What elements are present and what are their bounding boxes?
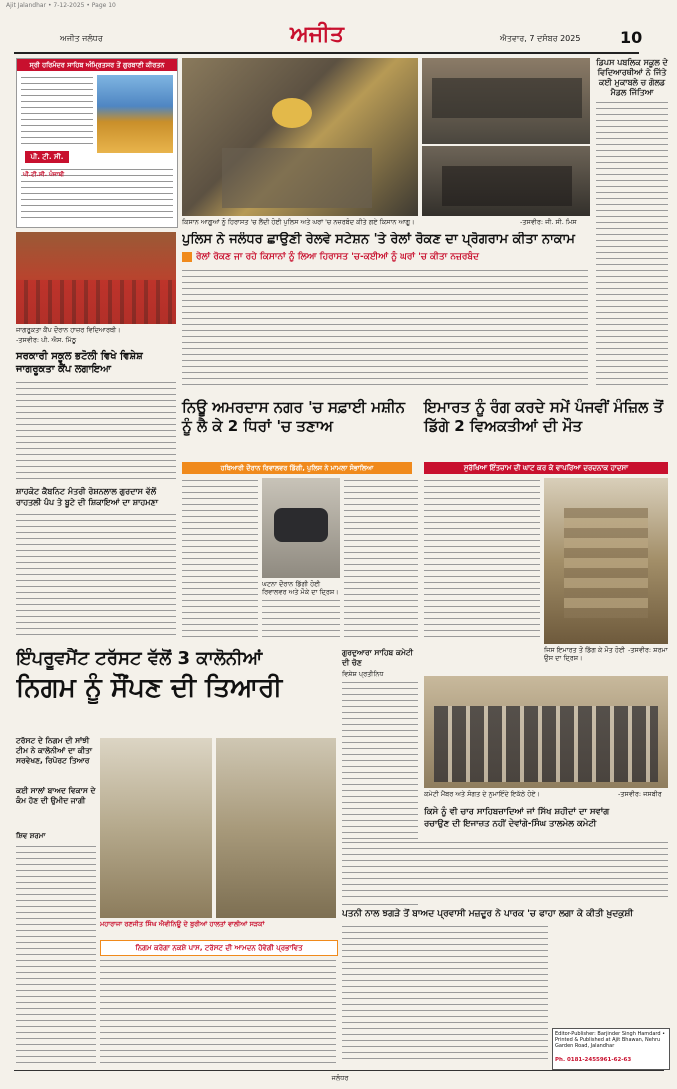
footer-text: ਜਲੰਧਰ <box>331 1074 349 1082</box>
students-credit: -ਤਸਵੀਰ: ਪੀ. ਐਸ. ਮਿੱਠੂ <box>16 336 77 344</box>
main-body <box>182 268 588 390</box>
ad-box <box>16 58 178 228</box>
left-story1-headline: ਸਰਕਾਰੀ ਸਕੂਲ ਭਟੋਲੀ ਵਿਖੇ ਵਿਸ਼ੇਸ਼ ਜਾਗਰੂਕਤਾ ਕੈਂਪ ਲਗਾਇਆ <box>16 351 143 375</box>
group-photo <box>424 676 668 788</box>
sikh-headline-2: ਰਚਾਉਣ ਦੀ ਇਜਾਜ਼ਤ ਨਹੀਂ ਦੇਵਾਂਗੇ-ਸਿੰਘ ਤਾਲਮੇਲ ਕਮੇਟੀ <box>424 819 597 829</box>
ad-title: ਸ੍ਰੀ ਹਰਿਮੰਦਰ ਸਾਹਿਬ ਅੰਮ੍ਰਿਤਸਰ ਤੋਂ ਗੁਰਬਾਣੀ ਕੀਰਤਨ <box>17 59 177 71</box>
center-story2-kicker: ਸੁਰੱਖਿਆ ਇੰਤਜ਼ਾਮ ਦੀ ਘਾਟ ਕਰ ਕੇ ਵਾਪਰਿਆ ਦਰਦਨਾਕ ਹਾਦਸਾ <box>424 462 668 474</box>
group-caption: ਕਮੇਟੀ ਮੈਂਬਰ ਅਤੇ ਸੰਗਤ ਦੇ ਨੁਮਾਇੰਦੇ ਇਕੱਠੇ ਹੋਏ। <box>424 790 540 798</box>
center-story2-body <box>424 478 540 638</box>
header-left: ਅਜੀਤ ਜਲੰਧਰ <box>60 34 103 43</box>
center-story1-headline: ਨਿਊ ਅਮਰਦਾਸ ਨਗਰ 'ਚ ਸਫ਼ਾਈ ਮਸ਼ੀਨ ਨੂੰ ਲੈ ਕੇ 2 ਧਿਰਾਂ 'ਚ ਤਣਾਅ <box>182 398 406 435</box>
left-story2-body <box>16 512 176 638</box>
center-story1-col3 <box>344 478 418 638</box>
building-photo <box>544 478 668 644</box>
students-caption: ਜਾਗਰੂਕਤਾ ਕੈਂਪ ਦੌਰਾਨ ਹਾਜ਼ਰ ਵਿਦਿਆਰਥੀ। <box>16 326 121 334</box>
main-subtitle: ਰੇਲਾਂ ਰੋਕਣ ਜਾ ਰਹੇ ਕਿਸਾਨਾਂ ਨੂੰ ਲਿਆ ਹਿਰਾਸਤ 'ਚ-ਕਈਆਂ ਨੂੰ ਘਰਾਂ 'ਚ ਕੀਤਾ ਨਜ਼ਰਬੰਦ <box>196 252 479 262</box>
road-photo-2 <box>216 738 336 918</box>
imprint-box <box>552 1028 670 1070</box>
farmers-detained-photo <box>182 58 418 216</box>
masthead: ਅਜੀਤ <box>290 22 344 47</box>
gurdwara-sub: ਵਿਸ਼ੇਸ਼ ਪ੍ਰਤੀਨਿਧ <box>342 670 384 678</box>
road-photo-caption: ਮਹਾਰਾਜਾ ਰਣਜੀਤ ਸਿੰਘ ਐਵੀਨਿਊ ਦੇ ਬੁਰੀਆਂ ਹਾਲਤਾਂ ਵਾਲੀਆਂ ਸੜਕਾਂ <box>100 920 265 928</box>
revolver-photo <box>262 478 340 578</box>
center-story1-col2b <box>262 598 340 638</box>
trust-bullet-1: ਟਰੱਸਟ ਦੇ ਨਿਗਮ ਦੀ ਸਾਂਝੀ ਟੀਮ ਨੇ ਕਾਲੋਨੀਆਂ ਦਾ ਕੀਤਾ ਸਰਵੇਖਣ, ਰਿਪੋਰਟ ਤਿਆਰ <box>16 736 93 765</box>
golden-temple-image <box>97 75 173 153</box>
top-photo-credit: -ਤਸਵੀਰ: ਜੀ. ਸੀ. ਮਿਸ <box>520 218 577 226</box>
imprint-phone: Ph. 0181-2455961-62-63 <box>555 1057 632 1063</box>
trust-headline-1: ਇੰਪਰੂਵਮੈਂਟ ਟਰੱਸਟ ਵੱਲੋਂ 3 ਕਾਲੋਨੀਆਂ <box>16 648 263 669</box>
header-rule <box>14 52 639 54</box>
center-story1-col1 <box>182 478 258 638</box>
trust-headline-2: ਨਿਗਮ ਨੂੰ ਸੌਂਪਣ ਦੀ ਤਿਆਰੀ <box>16 673 283 703</box>
police-meeting-photo <box>422 58 590 144</box>
sikh-headline-1: ਕਿਸੇ ਨੂੰ ਵੀ ਚਾਰ ਸਾਹਿਬਜ਼ਾਦਿਆਂ ਜਾਂ ਸਿੱਖ ਸ਼ਹੀਦਾਂ ਦਾ ਸਵਾਂਗ <box>424 807 610 817</box>
group-credit: -ਤਸਵੀਰ: ਜਸਬੀਰ <box>618 790 662 798</box>
subtitle-marker <box>182 252 192 262</box>
center-story2-headline: ਇਮਾਰਤ ਨੂੰ ਰੰਗ ਕਰਦੇ ਸਮੇਂ ਪੰਜਵੀਂ ਮੰਜ਼ਿਲ ਤੋਂ ਡਿੱਗੇ 2 ਵਿਅਕਤੀਆਂ ਦੀ ਮੌਤ <box>424 398 664 435</box>
trust-bullet-2: ਕਈ ਸਾਲਾਂ ਬਾਅਦ ਵਿਕਾਸ ਦੇ ਕੰਮ ਹੋਣ ਦੀ ਉਮੀਦ ਜਾਗੀ <box>16 786 96 805</box>
header-date: ਐਤਵਾਰ, 7 ਦਸੰਬਰ 2025 <box>500 34 581 43</box>
farmers-home-photo <box>422 146 590 216</box>
building-credit: -ਤਸਵੀਰ: ਸ਼ਰਮਾ <box>628 646 668 654</box>
top-photo-caption: ਕਿਸਾਨ ਆਗੂਆਂ ਨੂੰ ਹਿਰਾਸਤ 'ਚ ਲੈਂਦੀ ਹੋਈ ਪੁਲਿਸ ਅਤੇ ਘਰਾਂ 'ਚ ਨਜ਼ਰਬੰਦ ਕੀਤੇ ਗਏ ਕਿਸਾਨ ਆਗੂ। <box>182 218 415 226</box>
main-headline: ਪੁਲਿਸ ਨੇ ਜਲੰਧਰ ਛਾਉਣੀ ਰੇਲਵੇ ਸਟੇਸ਼ਨ 'ਤੇ ਰੇਲਾਂ ਰੋਕਣ ਦਾ ਪ੍ਰੋਗਰਾਮ ਕੀਤਾ ਨਾਕਾਮ <box>182 232 575 247</box>
sikh-body <box>342 840 668 900</box>
footer-rule <box>14 1070 664 1071</box>
trust-body-col1 <box>16 844 96 1064</box>
ad-footer-label: ਪੀ.ਟੀ.ਸੀ. ਪੰਜਾਬੀ <box>23 171 65 178</box>
road-photo-1 <box>100 738 212 918</box>
left-story2-headline: ਸ਼ਾਹਕੋਟ ਕੈਬਨਿਟ ਮੰਤਰੀ ਰੋਸ਼ਨਲਾਲ ਗੁਰਦਾਸ ਵੱਲੋਂ ਰਾਹਤਲੀ ਪੰਪ ਤੇ ਬੂਟੇ ਦੀ ਸ਼ਿਕਾਇਆਂ ਦਾ ਸ਼ਾਹਮਣਾ <box>16 487 159 507</box>
center-story1-kicker: ਹਥਿਆਰੀ ਦੌਰਾਨ ਰਿਵਾਲਵਰ ਡਿੱਗੀ, ਪੁਲਿਸ ਨੇ ਮਾਮਲਾ ਸੰਭਾਲਿਆ <box>182 462 412 474</box>
trust-kicker: ਨਿਗਮ ਕਰੇਗਾ ਨਕਸ਼ੇ ਪਾਸ, ਟਰੱਸਟ ਦੀ ਆਮਦਨ ਹੋਵੇਗੀ ਪ੍ਰਭਾਵਿਤ <box>100 940 338 956</box>
bottom-body <box>342 924 548 1064</box>
building-caption: ਜਿਸ ਇਮਾਰਤ ਤੋਂ ਡਿੱਗ ਕੇ ਮੌਤ ਹੋਈ ਉਸ ਦਾ ਦ੍ਰਿਸ਼। <box>544 646 625 662</box>
ad-tag: ਪੀ. ਟੀ. ਸੀ. <box>25 151 69 163</box>
bottom-headline: ਪਤਨੀ ਨਾਲ ਝਗੜੇ ਤੋਂ ਬਾਅਦ ਪ੍ਰਵਾਸੀ ਮਜ਼ਦੂਰ ਨੇ ਪਾਰਕ 'ਚ ਫਾਹਾ ਲਗਾ ਕੇ ਕੀਤੀ ਖ਼ੁਦਕੁਸ਼ੀ <box>342 909 634 919</box>
right-top-headline: ਡਿਪਸ ਪਬਲਿਕ ਸਕੂਲ ਦੇ ਵਿਦਿਆਰਥੀਆਂ ਨੇ ਜਿੱਤੇ ਕਈ ਮੁਕਾਬਲੇ ਚ ਗੋਲਡ ਮੈਡਲ ਜਿੱਤਿਆ <box>596 58 668 97</box>
students-photo <box>16 232 176 324</box>
gurdwara-headline: ਗੁਰਦੁਆਰਾ ਸਾਹਿਬ ਕਮੇਟੀ ਦੀ ਚੋਣ <box>342 648 413 667</box>
right-top-body <box>596 100 668 386</box>
imprint-lines: Editor-Publisher: Barjinder Singh Hamdard • Printed & Published at Ajit Bhawan, Nehru Garden Road, Jalandhar <box>555 1031 666 1049</box>
trust-body-col2 <box>100 958 336 1064</box>
left-story1-body <box>16 380 176 480</box>
revolver-caption: ਘਟਨਾ ਦੌਰਾਨ ਡਿੱਗੀ ਹੋਈ ਰਿਵਾਲਵਰ ਅਤੇ ਮੌਕੇ ਦਾ ਦ੍ਰਿਸ਼। <box>262 580 339 596</box>
page-number: 10 <box>620 28 643 47</box>
ad-text <box>21 75 93 145</box>
print-strip: Ajit Jalandhar • 7-12-2025 • Page 10 <box>6 2 116 9</box>
trust-byline: ਸ਼ਿਵ ਸ਼ਰਮਾ <box>16 832 46 840</box>
